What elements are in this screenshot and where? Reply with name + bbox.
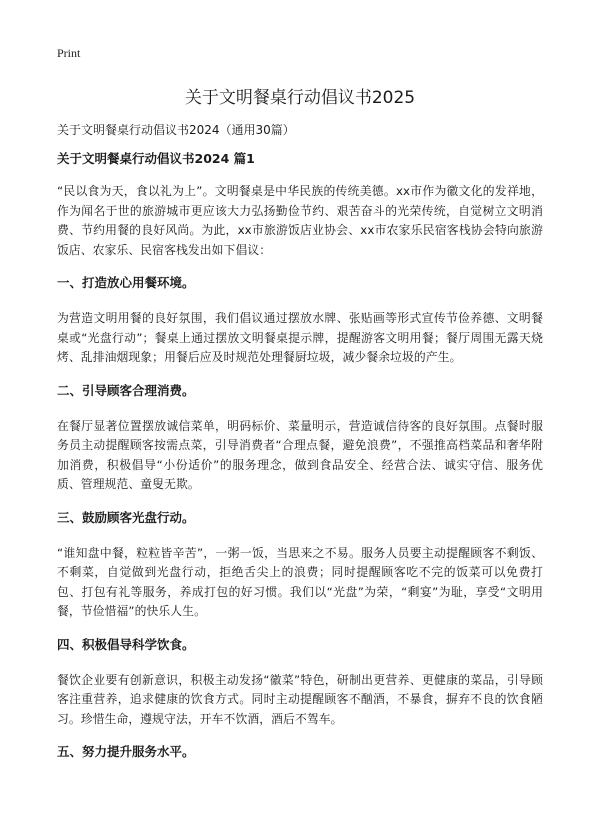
section-heading-1: 一、打造放心用餐环境。 <box>57 275 195 290</box>
intro-paragraph: “民以食为天，食以礼为上”。文明餐桌是中华民族的传统美德。xx市作为徽文化的发祥地，作为闻名于世的旅游城市更应该大力弘扬勤俭节约、艰苦奋斗的光荣传统，自觉树立文明消费、节约用餐的良好风尚。为此，xx市旅游饭店业协会、xx市农家乐民宿客栈协会特向旅游饭店、农家乐、民宿客栈发出如下倡议： <box>57 184 543 257</box>
document-content <box>57 150 543 778</box>
section-body-3: “谁知盘中餐，粒粒皆辛苦”，一粥一饭，当思来之不易。服务人员要主动提醒顾客不剩饭、不剩菜，自觉做到光盘行动，拒绝舌尖上的浪费；同时提醒顾客吃不完的饭菜可以免费打包、打包有礼等服务，养成打包的好习惯。我们以“光盘”为荣，“剩宴”为耻，享受“文明用餐，节俭惜福”的快乐人生。 <box>57 545 543 618</box>
section-heading-3: 三、鼓励顾客光盘行动。 <box>57 509 195 525</box>
section-body-1: 为营造文明用餐的良好氛围，我们倡议通过摆放水牌、张贴画等形式宣传节俭养德、文明餐桌或“光盘行动”；餐桌上通过摆放文明餐桌提示牌，提醒游客文明用餐；餐厅周围无露天烧烤、乱排油烟现象；用餐后应及时规范处理餐厨垃圾，减少餐余垃圾的产生。 <box>57 311 543 364</box>
section-body-4: 餐饮企业要有创新意识，积极主动发扬“徽菜”特色，研制出更营养、更健康的菜品，引导顾客注重营养，追求健康的饮食方式。同时主动提醒顾客不酗酒，不暴食，摒弃不良的饮食陋习。珍惜生命，遵规守法，开车不饮酒，酒后不驾车。 <box>57 672 543 726</box>
section-body-2: 在餐厅显著位置摆放诚信菜单，明码标价、菜量明示，营造诚信待客的良好氛围。点餐时服务员主动提醒顾客按需点菜，引导消费者“合理点餐，避免浪费”，不强推高档菜品和奢华附加消费，积极倡导“小份适价”的服务理念，做到食品安全、经营合法、诚实守信、服务优质、管理规范、童叟无欺。 <box>57 418 543 491</box>
article-heading: 关于文明餐桌行动倡议书2024 篇1 <box>57 151 255 166</box>
print-link[interactable]: Print <box>57 46 81 60</box>
document-subtitle: 关于文明餐桌行动倡议书2024（通用30篇） <box>57 123 295 137</box>
section-heading-4: 四、积极倡导科学饮食。 <box>57 636 195 652</box>
document-title: 关于文明餐桌行动倡议书2025 <box>184 88 416 108</box>
section-heading-2: 二、引导顾客合理消费。 <box>57 382 195 398</box>
section-heading-5: 五、努力提升服务水平。 <box>57 744 195 759</box>
